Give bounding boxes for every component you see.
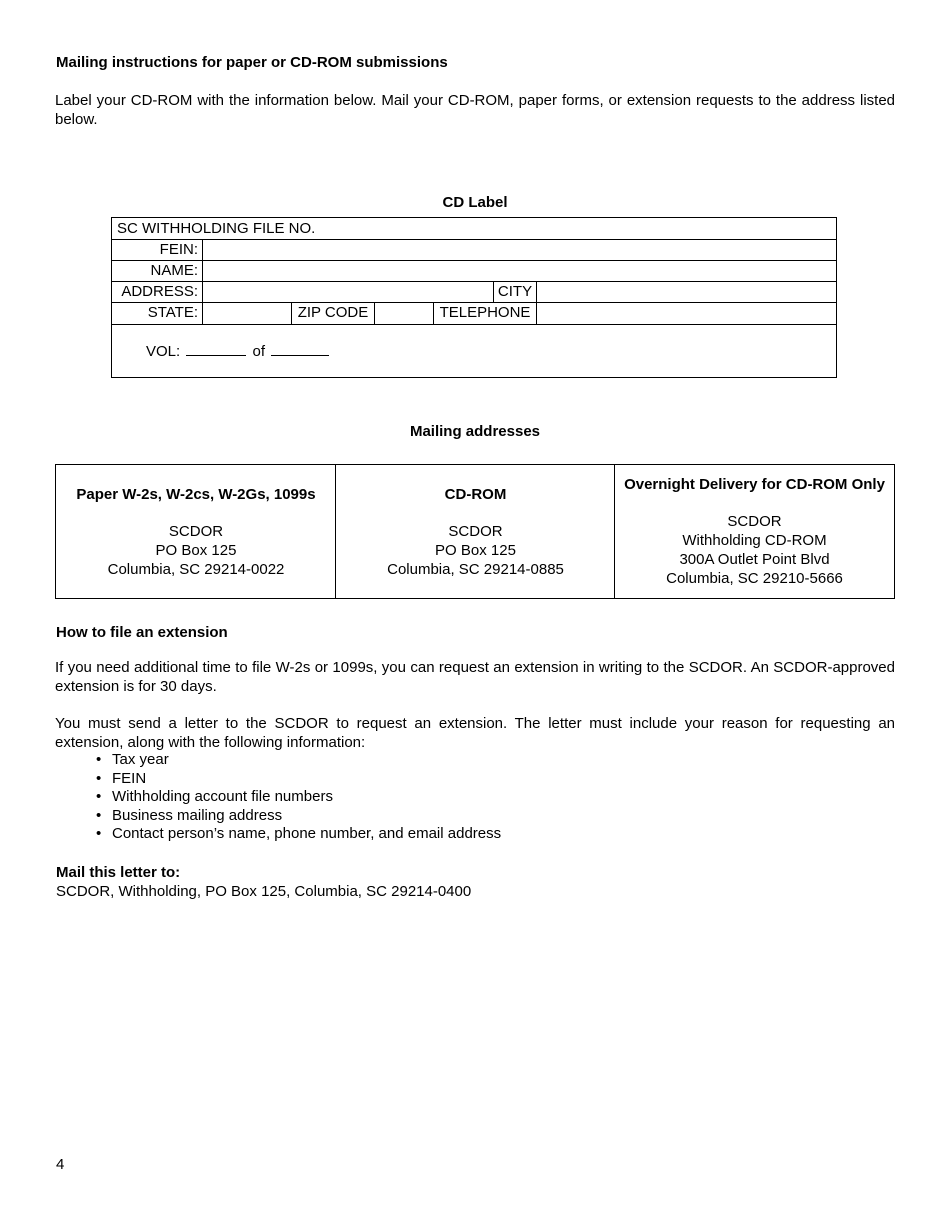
vol-blank: [186, 355, 246, 356]
zip-code-label: ZIP CODE: [297, 304, 369, 321]
fein-label: FEIN:: [159, 241, 198, 258]
mailing-column-overnight: [614, 465, 894, 598]
page-number: 4: [56, 1156, 65, 1173]
section-heading-extension: How to file an extension: [56, 624, 228, 641]
list-item: • Business mailing address: [112, 807, 501, 826]
address-line: PO Box 125: [155, 542, 237, 559]
list-item: • Withholding account file numbers: [112, 788, 501, 807]
cd-label-row-state: [112, 303, 836, 325]
mailing-column-paper: [56, 465, 336, 598]
address-line: SCDOR: [168, 523, 224, 540]
vol-label: VOL:: [146, 343, 181, 360]
list-item: • Tax year: [112, 751, 501, 770]
address-line: Columbia, SC 29214-0022: [107, 561, 285, 578]
of-label: of: [252, 343, 266, 360]
cd-label-row-file-no: [112, 218, 836, 240]
cd-label-row-name: [112, 261, 836, 282]
address-line: SCDOR: [727, 513, 782, 530]
mailing-column-heading: CD-ROM: [444, 486, 507, 503]
address-label: ADDRESS:: [121, 283, 198, 300]
file-no-label: SC WITHHOLDING FILE NO.: [117, 220, 316, 237]
mail-letter-address: SCDOR, Withholding, PO Box 125, Columbia, SC 29214-0400: [56, 883, 472, 900]
cd-label-row-fein: [112, 240, 836, 261]
mailing-column-heading: Overnight Delivery for CD-ROM Only: [624, 476, 885, 493]
extension-paragraph-1: If you need additional time to file W-2s or 1099s, you can request an extension in writing to the SCDOR. An SCDOR-approved extension is for 30 days.: [55, 659, 895, 695]
cd-label-form: [111, 217, 837, 378]
vol-line: [146, 343, 329, 360]
section-heading-mailing-instructions: Mailing instructions for paper or CD-ROM submissions: [56, 54, 448, 71]
mailing-column-cdrom: [335, 465, 615, 598]
telephone-label: TELEPHONE: [439, 304, 531, 321]
mailing-addresses-table: [55, 464, 895, 599]
address-line: PO Box 125: [435, 542, 516, 559]
address-line: Columbia, SC 29210-5666: [666, 570, 843, 587]
extension-requirements-list: [55, 751, 501, 844]
mailing-column-heading: Paper W-2s, W-2cs, W-2Gs, 1099s: [76, 486, 316, 503]
mail-letter-heading: Mail this letter to:: [56, 864, 181, 881]
address-line: Withholding CD-ROM: [682, 532, 827, 549]
extension-paragraph-2: You must send a letter to the SCDOR to request an extension. The letter must include your reason for requesting an extension, along with the following information:: [55, 715, 895, 751]
cd-label-row-address: [112, 282, 836, 303]
name-label: NAME:: [150, 262, 198, 279]
list-item: • FEIN: [112, 770, 501, 789]
state-label: STATE:: [147, 304, 198, 321]
address-line: 300A Outlet Point Blvd: [679, 551, 830, 568]
mailing-addresses-title: Mailing addresses: [409, 423, 541, 440]
address-line: Columbia, SC 29214-0885: [387, 561, 564, 578]
address-line: SCDOR: [448, 523, 503, 540]
city-label: CITY: [497, 283, 533, 300]
list-item: • Contact person’s name, phone number, and email address: [112, 825, 501, 844]
vol-total-blank: [271, 355, 329, 356]
cd-label-title: CD Label: [442, 194, 508, 211]
mailing-instructions-paragraph: Label your CD-ROM with the information below. Mail your CD-ROM, paper forms, or extension requests to the address listed below.: [55, 92, 895, 128]
